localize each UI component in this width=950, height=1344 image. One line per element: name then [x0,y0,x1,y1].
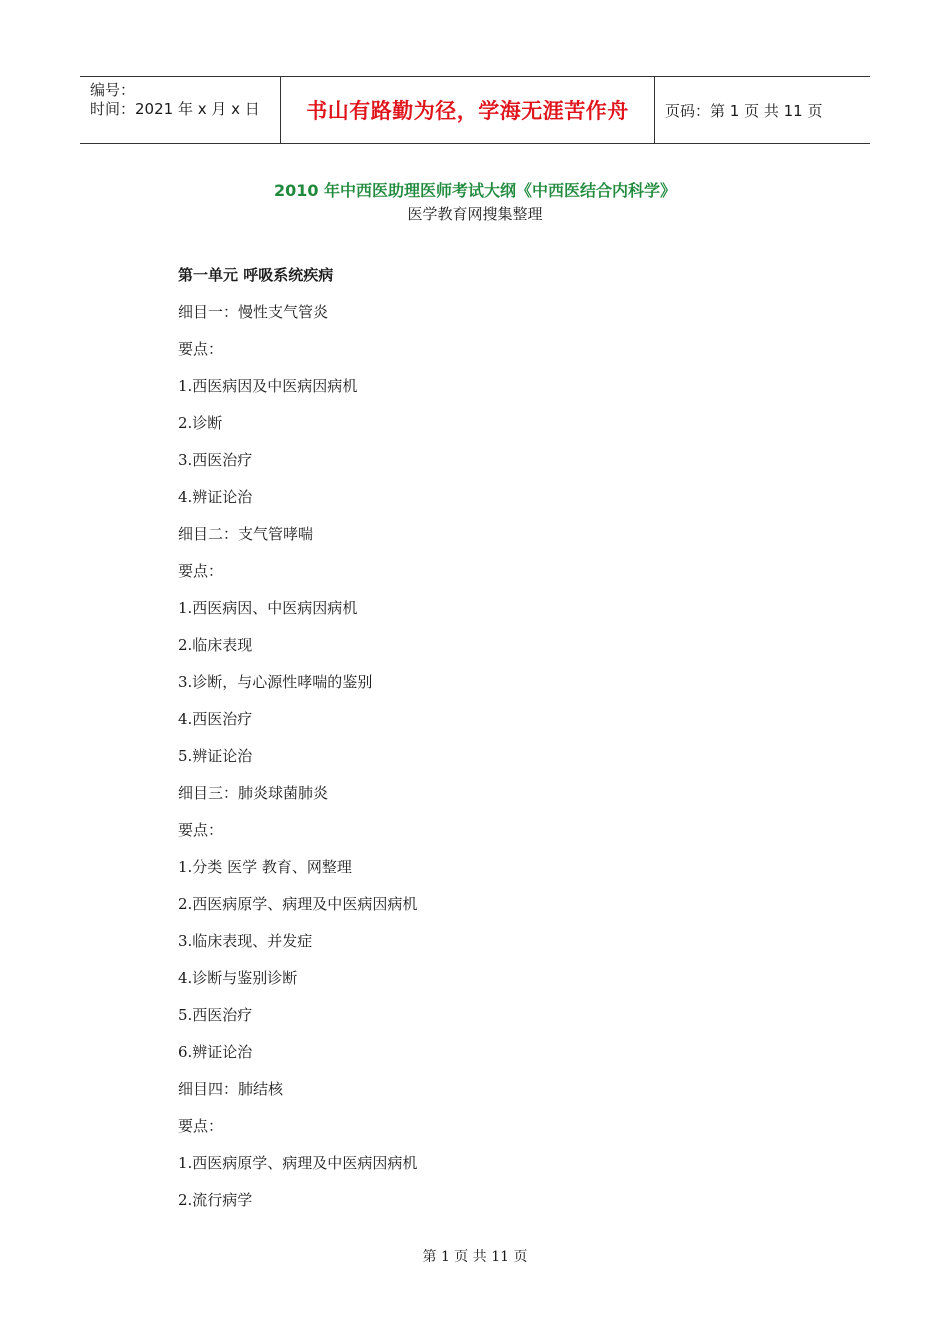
outline-line: 细目二：支气管哮喘 [178,525,314,543]
outline-line: 3.西医治疗 [178,451,253,469]
outline-line: 要点： [178,1117,224,1135]
outline-line: 要点： [178,562,224,580]
outline-line: 5.西医治疗 [178,1006,253,1024]
header-page-info: 页码：第 1 页 共 11 页 [665,101,823,120]
header-motto: 书山有路勤为径，学海无涯苦作舟 [281,77,655,143]
outline-line: 细目四：肺结核 [178,1080,284,1098]
outline-line: 1.西医病因、中医病因病机 [178,599,358,617]
outline-line: 细目一：慢性支气管炎 [178,303,329,321]
page-header [80,76,870,144]
outline-line: 6.辨证论治 [178,1043,253,1061]
outline-line: 要点： [178,821,224,839]
document-number-label: 编号： [90,81,136,99]
document-time-label: 时间：2021 年 x 月 x 日 [90,100,260,118]
outline-line: 4.辨证论治 [178,488,253,506]
document-title: 2010 年中西医助理医师考试大纲《中西医结合内科学》 [273,181,677,200]
section-heading: 第一单元 呼吸系统疾病 [178,266,334,284]
outline-line: 细目三：肺炎球菌肺炎 [178,784,329,802]
outline-line: 要点： [178,340,224,358]
page-footer: 第 1 页 共 11 页 [422,1249,528,1265]
outline-line: 2.诊断 [178,414,223,432]
outline-line: 2.临床表现 [178,636,253,654]
outline-line: 1.西医病因及中医病因病机 [178,377,358,395]
document-body [178,264,798,1226]
outline-line: 2.西医病原学、病理及中医病因病机 [178,895,418,913]
header-meta [80,77,281,143]
outline-line: 4.西医治疗 [178,710,253,728]
outline-line: 1.分类 医学 教育、网整理 [178,858,352,876]
outline-line: 5.辨证论治 [178,747,253,765]
outline-line: 4.诊断与鉴别诊断 [178,969,298,987]
outline-line: 1.西医病原学、病理及中医病因病机 [178,1154,418,1172]
outline-line: 3.临床表现、并发症 [178,932,313,950]
document-subtitle: 医学教育网搜集整理 [407,205,543,223]
outline-line: 2.流行病学 [178,1191,253,1209]
outline-line: 3.诊断，与心源性哮喘的鉴别 [178,673,373,691]
